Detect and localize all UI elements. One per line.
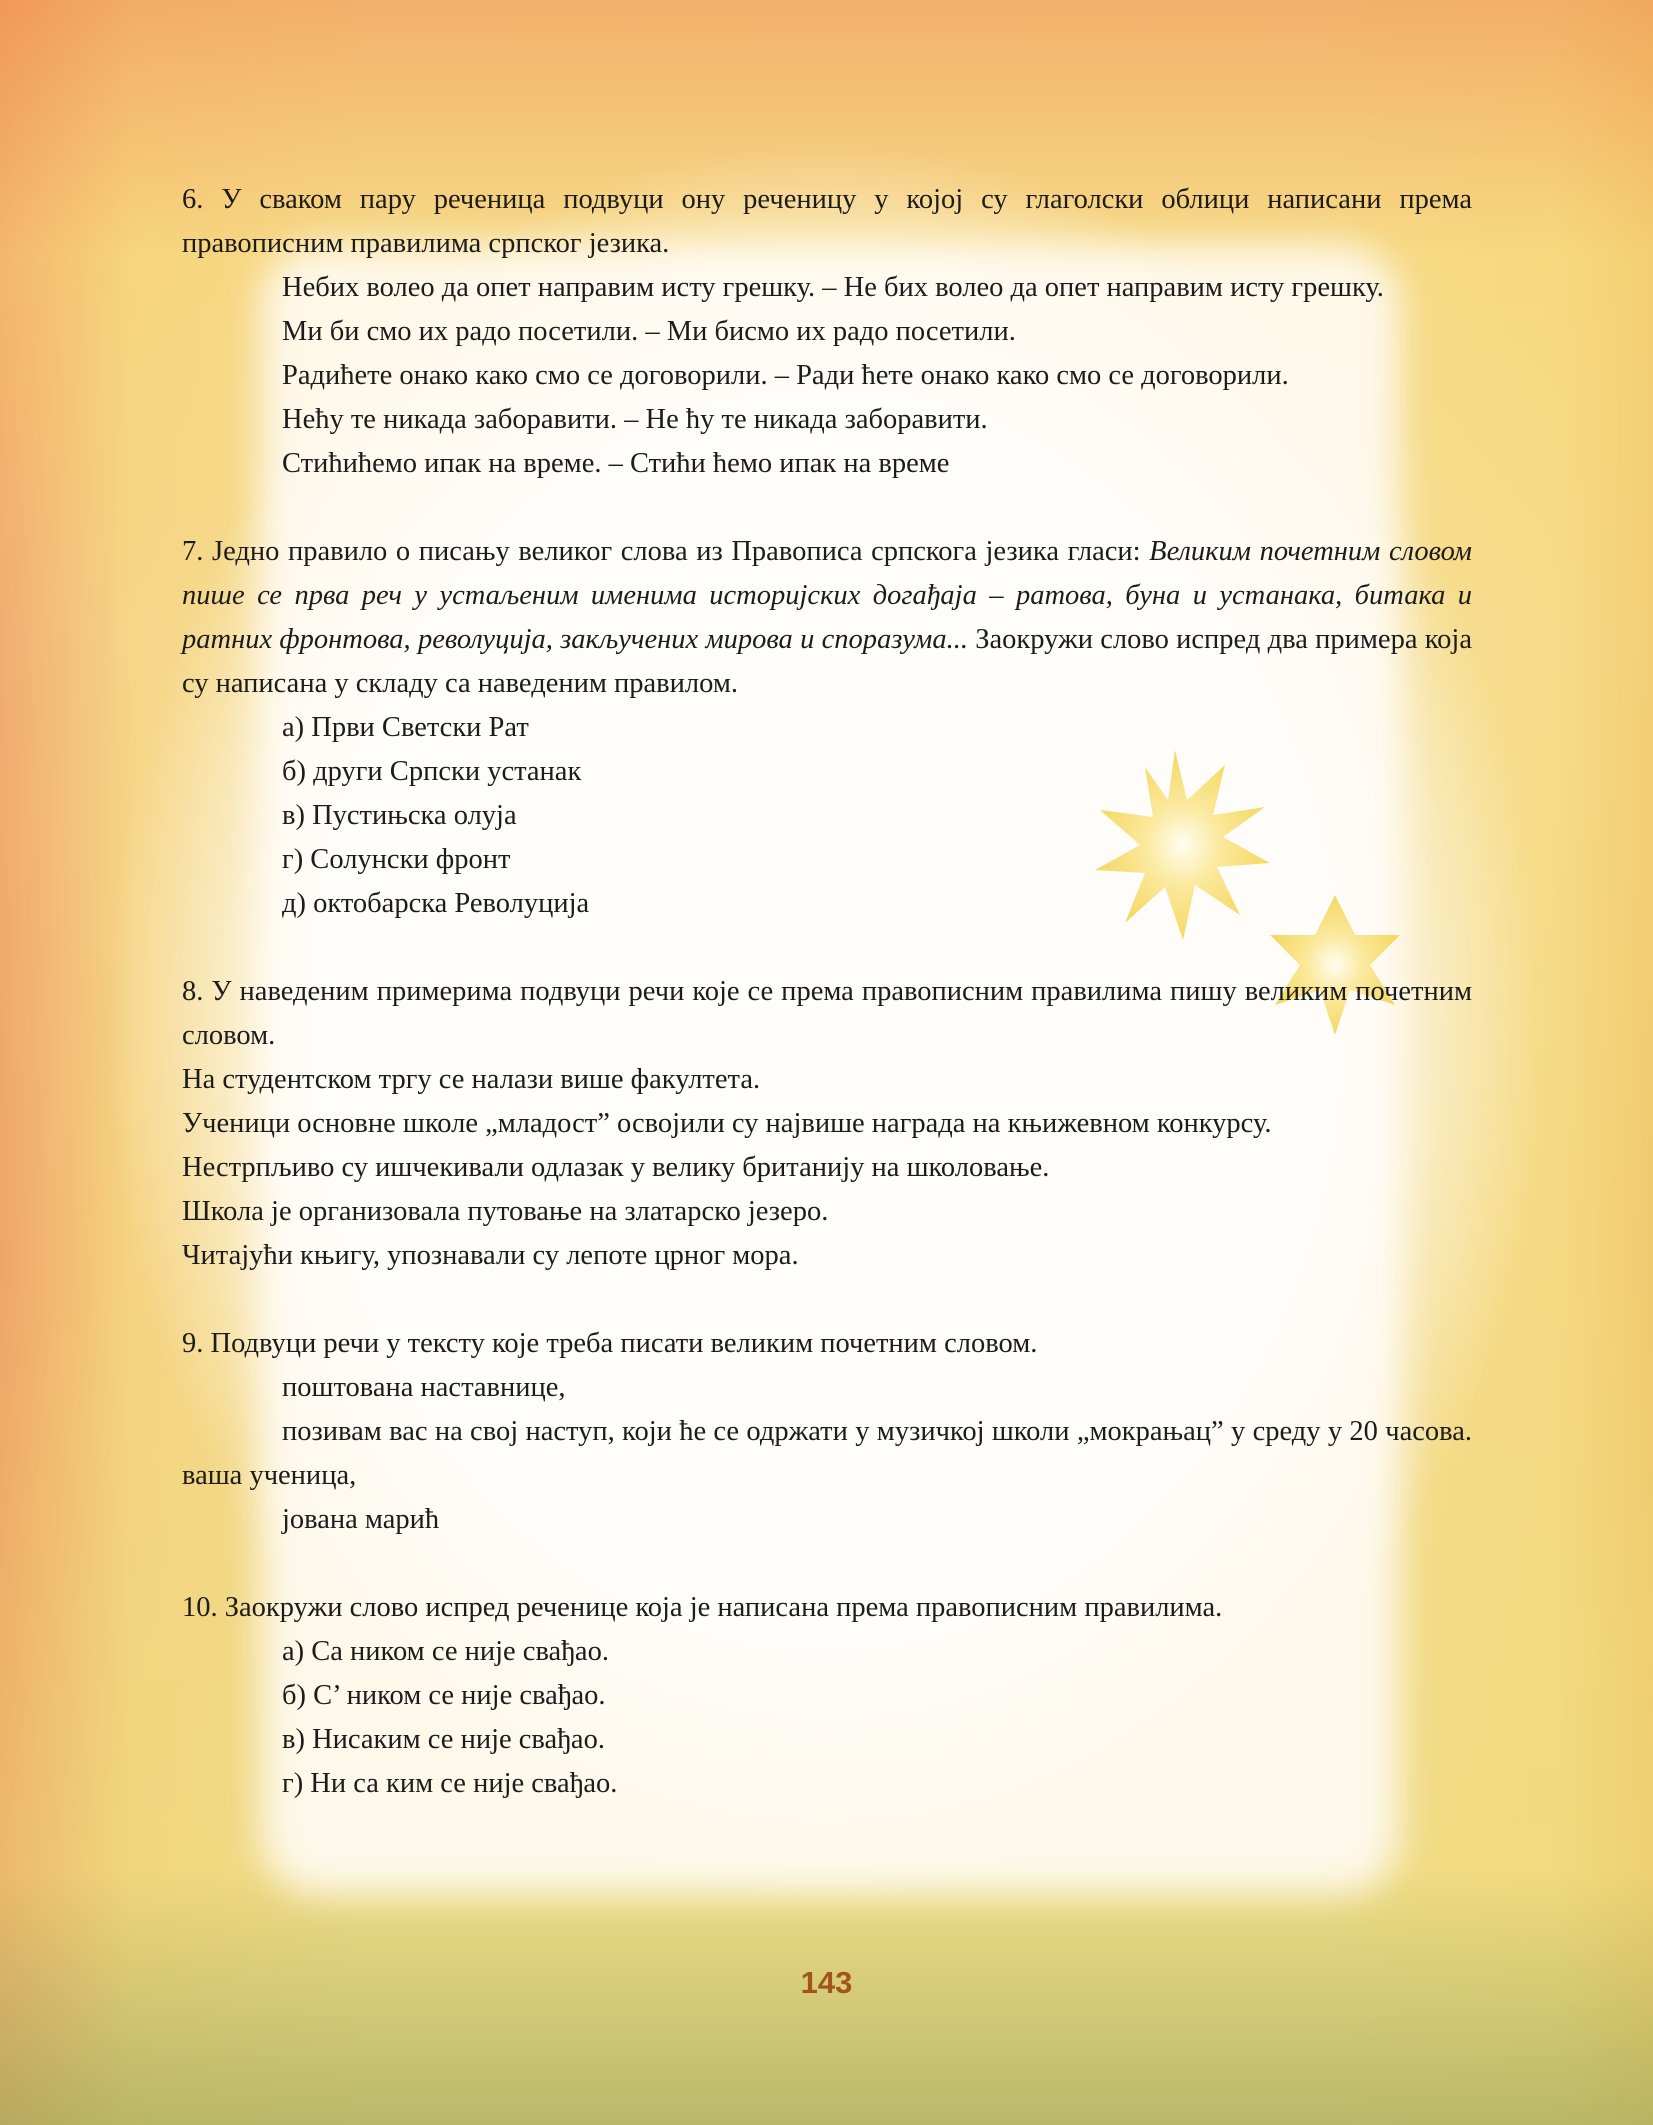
question-9-signature: јована марић: [282, 1504, 440, 1535]
question-8-line: Ученици основне школе „младост” освојили су највише награда на књижевном конкурсу.: [182, 1108, 1272, 1139]
question-9-greeting: поштована наставнице,: [282, 1372, 566, 1403]
question-8-line: Школа је организовала путовање на златарско језеро.: [182, 1196, 829, 1227]
question-7-prompt-end: Заокружи слово испред два примера која су написана у складу са наведеним правилом.: [182, 624, 1472, 699]
page-number: 143: [800, 1965, 853, 2000]
question-6: [182, 178, 1472, 486]
question-10: [182, 1586, 1472, 1806]
question-6-line: Нећу те никада заборавити. – Не ћу те никада заборавити.: [282, 404, 988, 435]
question-6-prompt: 6. У сваком пару реченица подвуци ону реченицу у којој су глаголски облици написани према правописним правилима српског језика.: [182, 184, 1472, 259]
question-10-option: б) С’ ником се није свађао.: [282, 1680, 606, 1711]
question-7-option: г) Солунски фронт: [282, 844, 511, 875]
question-7-option: в) Пустињска олуја: [282, 800, 517, 831]
question-6-line: Стићићемо ипак на време. – Стићи ћемо ипак на време: [282, 448, 950, 479]
question-6-line: Радићете онако како смо се договорили. – Ради ћете онако како смо се договорили.: [282, 360, 1289, 391]
question-10-prompt: 10. Заокружи слово испред реченице која је написана према правописним правилима.: [182, 1592, 1223, 1623]
question-9: [182, 1322, 1472, 1542]
question-8-prompt: 8. У наведеним примерима подвуци речи које се према правописним правилима пишу великим почетним словом.: [182, 976, 1472, 1051]
question-7-prompt-start: 7. Једно правило о писању великог слова из Правописа српскога језика гласи:: [182, 536, 1150, 567]
question-10-option: г) Ни са ким се није свађао.: [282, 1768, 618, 1799]
question-7-option: а) Први Светски Рат: [282, 712, 529, 743]
question-9-prompt: 9. Подвуци речи у тексту које треба писати великим почетним словом.: [182, 1328, 1038, 1359]
question-7-option: д) октобарска Револуција: [282, 888, 590, 919]
question-7-option: б) други Српски устанак: [282, 756, 582, 787]
question-8-line: Читајући књигу, упознавали су лепоте црног мора.: [182, 1240, 799, 1271]
question-8-line: На студентском тргу се налази више факултета.: [182, 1064, 761, 1095]
exercise-content: [182, 178, 1472, 1806]
question-6-line: Ми би смо их радо посетили. – Ми бисмо их радо посетили.: [282, 316, 1016, 347]
question-10-option: а) Са ником се није свађао.: [282, 1636, 609, 1667]
question-9-body: позивам вас на свој наступ, који ће се одржати у музичкој школи „мокрањац” у среду у 20 часова. ваша ученица,: [182, 1416, 1472, 1491]
question-10-option: в) Нисаким се није свађао.: [282, 1724, 605, 1755]
question-7: [182, 530, 1472, 926]
question-7-rule-quote: Великим почетним словом пише се прва реч у устаљеним именима историјских догађаја – ратова, буна и устанака, битака и ратних фронтова, револуција, закључених мирова и споразума...: [182, 536, 1472, 655]
question-7-prompt: [182, 530, 1472, 706]
question-8-line: Нестрпљиво су ишчекивали одлазак у велику британију на школовање.: [182, 1152, 1050, 1183]
question-8: [182, 970, 1472, 1278]
question-6-line: Небих волео да опет направим исту грешку. – Не бих волео да опет направим исту грешку.: [282, 272, 1384, 303]
